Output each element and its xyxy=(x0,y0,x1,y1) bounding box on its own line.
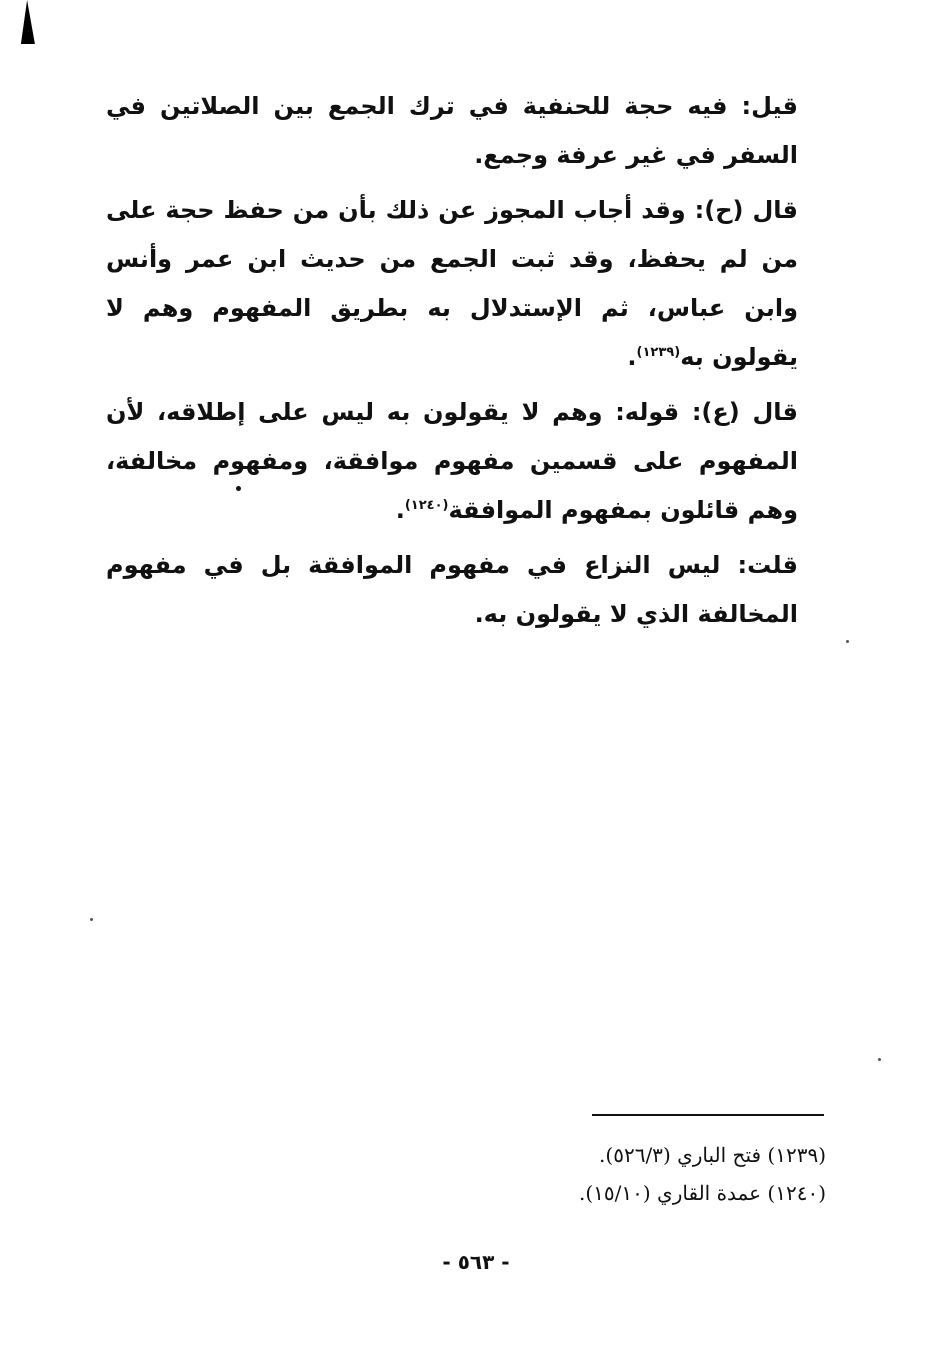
paragraph xyxy=(106,186,820,382)
paragraph-text: قيل: فيه حجة للحنفية في ترك الجمع بين الصلاتين في السفر في غير عرفة وجمع. xyxy=(106,92,798,169)
paragraph-text: قلت: ليس النزاع في مفهوم الموافقة بل في مفهوم المخالفة الذي لا يقولون به. xyxy=(106,551,798,628)
ink-dot xyxy=(236,486,241,491)
footnote-ref: (١٢٤٠) xyxy=(404,498,449,513)
footnote: (١٢٣٩) فتح الباري (٥٢٦/٣). xyxy=(599,1143,826,1167)
footnote-ref: (١٢٣٩) xyxy=(636,345,681,360)
paragraph-tail: . xyxy=(627,343,637,371)
paragraph xyxy=(106,541,820,639)
paragraph-tail: . xyxy=(395,496,405,524)
corner-mark xyxy=(21,0,41,44)
paragraph xyxy=(106,388,820,535)
footnotes xyxy=(420,1136,826,1212)
scan-speck xyxy=(90,918,93,921)
scan-speck xyxy=(846,640,849,643)
scan-speck xyxy=(878,1058,881,1061)
footnote: (١٢٤٠) عمدة القاري (١٥/١٠). xyxy=(579,1181,826,1205)
paragraph xyxy=(106,82,820,180)
page-number: - ٥٦٣ - xyxy=(442,1250,510,1274)
paragraph-text: قال (ح): وقد أجاب المجوز عن ذلك بأن من حفظ حجة على من لم يحفظ، وقد ثبت الجمع من حديث ابن عمر وأنس وابن عباس، ثم الإستدلال به بطريق المفهوم وهم لا يقولون به xyxy=(106,196,798,371)
footnote-divider xyxy=(592,1114,824,1116)
main-text xyxy=(106,82,820,645)
paragraph-text: قال (ع): قوله: وهم لا يقولون به ليس على إطلاقه، لأن المفهوم على قسمين مفهوم موافقة، ومفهوم مخالفة، وهم قائلون بمفهوم الموافقة xyxy=(106,398,798,524)
